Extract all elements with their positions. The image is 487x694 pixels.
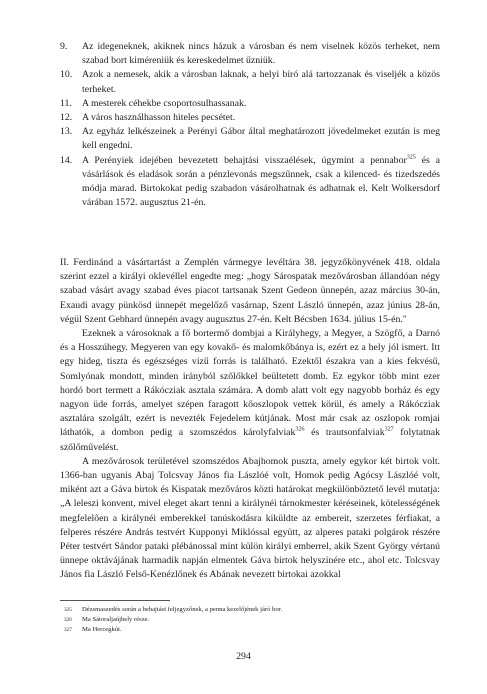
- footnote-divider: [60, 600, 170, 601]
- footnote-ref[interactable]: 327: [384, 427, 394, 434]
- list-item-text: A város használhasson hiteles pecsétet.: [82, 112, 236, 124]
- footnote: [64, 615, 440, 625]
- footnote: [64, 605, 440, 615]
- list-item-text: Az egyház lelkészeinek a Perényi Gábor által meghatározott jövedelmeket ezután is meg kell engedni.: [82, 126, 440, 152]
- footnote-text: Ma Hercegkút.: [82, 626, 122, 634]
- list-item-number: 12.: [60, 112, 73, 124]
- list-item: [60, 125, 440, 153]
- list-item-number: 10.: [60, 69, 73, 81]
- main-text: [60, 256, 440, 583]
- paragraph-part: Ezeknek a városoknak a fő bortermő dombjai a Királyhegy, a Megyer, a Szögfő, a Darnó és a Hosszúhegy. Megyeren van egy kovakő- és malomkőbánya is, ezért ez a hely jól ismert. Itt egy hideg, tiszta és egészséges vizű forrás is található. Ezektől északra van a kies fekvésű, Somlyónak mondott, minden irányból szőlőkkel beültetett domb. Ez egykor több mint ezer hordó bort termett a Rákócziak asztala számára. A domb alatt volt egy nagyobb borház és egy nagyon üde forrás, amelyet szépen faragott kőoszlopok vettek körül, és amely a Rákócziak asztalára szolgált, ezért is nevezték Fejedelem kútjának. Most már csak az oszlopok romjai láthatók, a dombon pedig a szomszédos károlyfalviak: [60, 328, 440, 439]
- footnote-text: Ma Sátoraljaújhely része.: [82, 616, 150, 624]
- footnote-number: 325: [64, 607, 72, 613]
- list-item-text: A mesterek céhekbe csoportosulhassanak.: [82, 97, 247, 109]
- numbered-list: [60, 40, 440, 210]
- list-item-number: 14.: [60, 154, 73, 166]
- paragraph: II. Ferdinánd a vásártartást a Zemplén vármegye levéltára 38. jegyzőkönyvének 418. oldala szerint ezzel a királyi oklevéllel engedte meg: „hogy Sárospatak mezővárosban állandóan négy szabad vásárt avagy szabad éves piacot tartsanak Szent Gedeon ünnepén, azaz március 30-án, Exaudi avagy pünkösd ünnepét megelőző vasárnap, Szent László ünnepén, azaz június 28-án, végül Szent Gebhard ünnepén avagy augusztus 27-én. Kelt Bécsben 1634. július 15-én.": [60, 257, 440, 325]
- list-item-text: [82, 154, 440, 211]
- footnote: [64, 625, 440, 635]
- page-number: 294: [236, 651, 251, 662]
- list-item-text: Azok a nemesek, akik a városban laknak, a helyi bíró alá tartozzanak és viseljék a közös terheket.: [82, 69, 440, 95]
- footnotes: [64, 605, 440, 636]
- paragraph-part: folytatnak szőlőművelést.: [60, 427, 440, 453]
- paragraph-part: és trautsonfalviak: [304, 427, 385, 439]
- list-item-text: Az idegeneknek, akiknek nincs házuk a városban és nem viselnek közös terheket, nem szabad bort kiméreniük és kereskedelmet űzniük.: [82, 41, 440, 67]
- list-item: [60, 111, 440, 125]
- list-item-text-part: és a vásárlások és eladások során a pénzlevonás megszűnnek, csak a kilenced- és tizedszedés módja marad. Birtokokat pedig szabadon vásárolhatnak és adhatnak el. Kelt Wolkersdorf várában 1572. augusztus 21-én.: [82, 154, 440, 209]
- footnote-ref[interactable]: 325: [406, 154, 416, 161]
- list-item: [60, 68, 440, 96]
- list-item: [60, 97, 440, 111]
- list-item-text-part: A Perényiek idejében bevezetett behajtási visszaélések, úgymint a pennabor: [82, 154, 407, 166]
- list-item: [60, 154, 440, 211]
- list-item-number: 13.: [60, 126, 73, 138]
- footnote-number: 327: [64, 627, 72, 634]
- footnote-text: Dézsmaszedés során a behajtást feljegyzőnek, a penna kezelőjének járó bor.: [82, 606, 283, 613]
- list-item-number: 11.: [60, 97, 72, 109]
- footnote-ref[interactable]: 326: [295, 427, 305, 434]
- footnote-number: 326: [64, 617, 72, 624]
- list-item-number: 9.: [60, 41, 68, 52]
- list-item: [60, 40, 440, 68]
- paragraph: A mezővárosok területével szomszédos Abajhomok puszta, amely egykor két birtok volt. 1366-ban ugyanis Abaj Tolcsvay János fia Lászlóé volt, Homok pedig Agócsy Lászlóé volt, miként azt a Gáva birtok és Kispatak mezőváros közti határokat megkülönböztető levél mutatja: „A leleszi konvent, mivel eleget akart tenni a királynéi tárnokmester kéréseinek, kötelességének megfelelően a királynéi emberekkel tanúskodásra kiküldte az embereit, szerzetes férfiakat, a felperes részére András testvért Kupponyi Miklóssal együtt, az alperes pataki polgárok részére Péter testvért Sándor pataki plébánossal mint külön királyi emberrel, akik Szent György vértanú ünnepe oktávájának harmadik napján elmentek Gáva birtok helyszínére etc., ahol etc. Tolcsvay János fia László Felső-Kenézlőnek és Abának nevezett birtokai azokkal: [60, 455, 440, 581]
- paragraph: [60, 327, 440, 455]
